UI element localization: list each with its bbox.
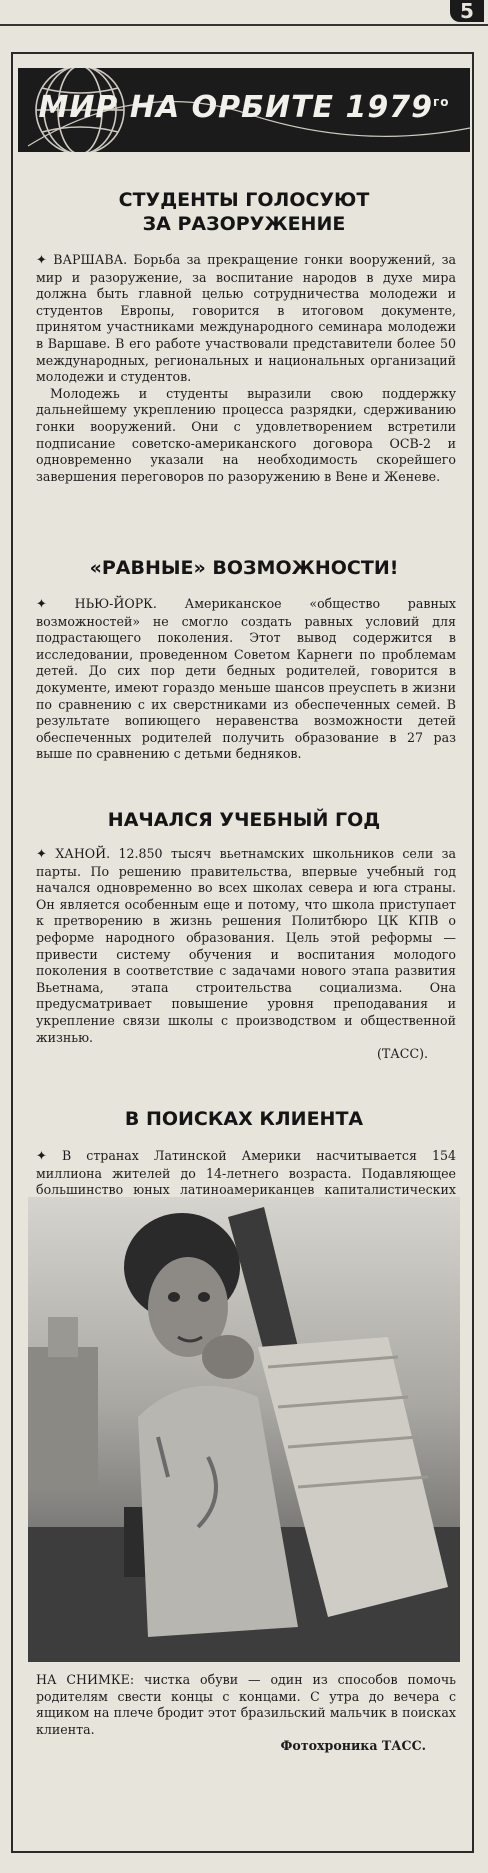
article-signature: (ТАСС). bbox=[376, 1046, 428, 1062]
banner-year-suffix: го bbox=[433, 95, 450, 109]
photo-credit: Фотохроника ТАСС. bbox=[280, 1738, 426, 1754]
photo-caption bbox=[36, 1672, 456, 1755]
star-icon: ✦ bbox=[36, 597, 47, 612]
news-photo bbox=[28, 1197, 460, 1662]
article-paragraph: Молодежь и студенты выразили свою поддержку дальнейшему укреплению процесса разрядки, сдерживанию гонки вооружений. Они с удовлетворением встретили подписание советско-американского договора ОСВ-2 и одновременно указали на необходимость скорейшего завершения переговоров по разоружению в Вене и Женеве. bbox=[36, 385, 456, 484]
article-paragraph: В странах Латинской Америки насчитывается 154 миллиона жителей до 14-летнего возраста. Подавляющее большинство юных латиноамериканцев капиталистических bbox=[36, 1148, 456, 1198]
article-hanoi bbox=[36, 846, 456, 1063]
star-icon: ✦ bbox=[36, 253, 47, 268]
caption-text: чистка обуви — один из способов помочь родителям свести концы с концами. С утра до вечера с ящиком на плече бродит этот бразильский мальчик в поисках клиента. bbox=[36, 1672, 457, 1737]
headline-search-for-client: В ПОИСКАХ КЛИЕНТА bbox=[124, 1108, 364, 1130]
top-divider bbox=[0, 24, 488, 26]
star-icon: ✦ bbox=[36, 1149, 47, 1164]
article-new-york bbox=[36, 596, 456, 763]
star-icon: ✦ bbox=[36, 847, 47, 862]
article-warsaw bbox=[36, 252, 456, 485]
headline-school-year: НАЧАЛСЯ УЧЕБНЫЙ ГОД bbox=[107, 809, 381, 831]
section-banner bbox=[18, 68, 470, 152]
article-paragraph: ХАНОЙ. 12.850 тысяч вьетнамских школьников сели за парты. По решению правительства, впервые учебный год начался одновременно во всех школах севера и юга страны. Он является особенным еще и потому, что школа приступает к претворению в жизнь решения Политбюро ЦК КПВ о реформе народного образования. Цель этой реформы — привести систему обучения и воспитания молодого поколения в соответствие с задачами нового этапа развития Вьетнама, этапа строительства социализма. Она предусматривает повышение уровня преподавания и укрепление связи школы с производством и общественной жизнью. bbox=[36, 846, 456, 1045]
headline-equal-opportunities: «РАВНЫЕ» ВОЗМОЖНОСТИ! bbox=[89, 557, 399, 579]
article-paragraph: ВАРШАВА. Борьба за прекращение гонки вооружений, за мир и разоружение, за воспитание народов в духе мира должна быть главной целью сотрудничества молодежи и студентов Европы, говорится в итоговом документе, принятом участниками международного семинара молодежи в Варшаве. В его работе участвовали представители более 50 международных, региональных и национальных организаций молодежи и студентов. bbox=[36, 252, 456, 385]
headline-line: СТУДЕНТЫ ГОЛОСУЮТ bbox=[118, 189, 370, 211]
headline-students-vote bbox=[20, 188, 468, 236]
caption-label: НА СНИМКЕ: bbox=[36, 1672, 135, 1687]
photo-shoeshine-boy bbox=[28, 1197, 460, 1662]
headline-line: ЗА РАЗОРУЖЕНИЕ bbox=[142, 213, 346, 235]
article-paragraph: НЬЮ-ЙОРК. Американское «общество равных возможностей» не смогло создать равных условий для подрастающего поколения. Этот вывод содержится в исследовании, проведенном Советом Карнеги по проблемам детей. До сих пор дети бедных родителей, говорится в документе, имеют гораздо меньше шансов преуспеть в жизни по сравнению с их сверстниками из обеспеченных семей. В результате вопиющего неравенства возможности детей обеспеченных родителей получить образование в 27 раз выше по сравнению с детьми бедняков. bbox=[36, 596, 456, 762]
page-number: 5 bbox=[450, 0, 484, 22]
banner-title: МИР НА ОРБИТЕ $1979^{го}$ bbox=[38, 90, 450, 125]
